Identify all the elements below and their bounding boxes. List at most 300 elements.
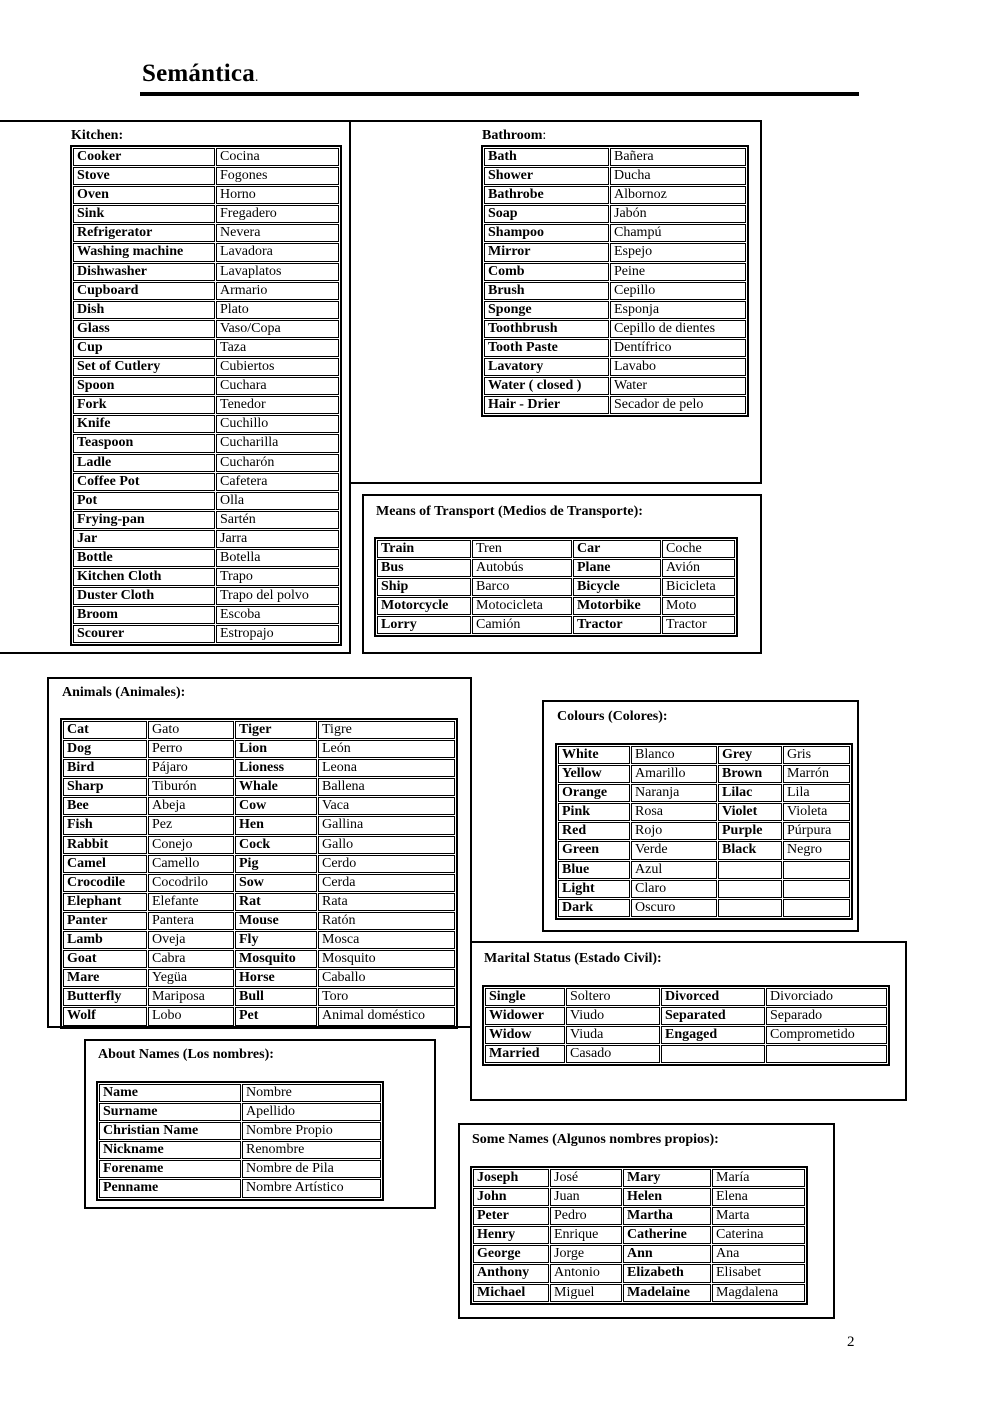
english-term-cell: Mosquito: [235, 950, 317, 968]
table-row: [73, 396, 339, 414]
spanish-term-cell: Lavadora: [216, 243, 339, 261]
english-term-cell: Water ( closed ): [484, 377, 609, 395]
english-term-cell: Violet: [718, 803, 782, 821]
spanish-term-cell: Verde: [631, 841, 717, 859]
spanish-term-cell: Blanco: [631, 746, 717, 764]
spanish-term-cell: Ratón: [318, 912, 455, 930]
table-row: [484, 205, 746, 223]
table-row: [63, 759, 455, 777]
bathroom-heading-colon: :: [542, 128, 547, 143]
table-row: [63, 931, 455, 949]
table-row: [63, 988, 455, 1006]
animals-table: [60, 718, 458, 1029]
spanish-term-cell: Caballo: [318, 969, 455, 987]
english-term-cell: Pig: [235, 855, 317, 873]
english-term-cell: Green: [558, 841, 630, 859]
table-row: [73, 263, 339, 281]
english-term-cell: Ship: [377, 578, 471, 596]
spanish-term-cell: Sartén: [216, 511, 339, 529]
table-row: [99, 1122, 381, 1140]
spanish-term-cell: Naranja: [631, 784, 717, 802]
table-row: [485, 1045, 887, 1063]
table-row: [484, 186, 746, 204]
spanish-term-cell: Water: [610, 377, 746, 395]
english-term-cell: Bird: [63, 759, 147, 777]
spanish-term-cell: Horno: [216, 186, 339, 204]
spanish-term-cell: Comprometido: [766, 1026, 887, 1044]
marital-heading: Marital Status (Estado Civil):: [484, 951, 662, 966]
table-row: [73, 186, 339, 204]
transport-table: [374, 537, 738, 637]
english-term-cell: Hen: [235, 816, 317, 834]
english-term-cell: Mouse: [235, 912, 317, 930]
table-row: [473, 1169, 805, 1187]
table-row: [99, 1141, 381, 1159]
spanish-term-cell: Tractor: [662, 616, 735, 634]
table-row: [558, 899, 850, 917]
table-row: [73, 625, 339, 643]
spanish-term-cell: Marta: [712, 1207, 805, 1225]
english-term-cell: Crocodile: [63, 874, 147, 892]
table-row: [558, 861, 850, 879]
english-term-cell: Engaged: [661, 1026, 765, 1044]
table-row: [73, 358, 339, 376]
some-names-heading: Some Names (Algunos nombres propios):: [472, 1132, 719, 1147]
english-term-cell: Surname: [99, 1103, 241, 1121]
spanish-term-cell: Vaca: [318, 797, 455, 815]
spanish-term-cell: Ballena: [318, 778, 455, 796]
title-underline: [140, 92, 859, 96]
english-term-cell: Lamb: [63, 931, 147, 949]
table-row: [558, 803, 850, 821]
spanish-term-cell: Abeja: [148, 797, 234, 815]
spanish-term-cell: Magdalena: [712, 1284, 805, 1302]
table-row: [63, 816, 455, 834]
spanish-term-cell: Juan: [550, 1188, 622, 1206]
spanish-term-cell: Fregadero: [216, 205, 339, 223]
english-term-cell: Soap: [484, 205, 609, 223]
spanish-term-cell: Elisabet: [712, 1264, 805, 1282]
table-row: [473, 1207, 805, 1225]
english-term-cell: Orange: [558, 784, 630, 802]
table-row: [73, 243, 339, 261]
table-row: [558, 841, 850, 859]
spanish-term-cell: Barco: [472, 578, 572, 596]
table-row: [377, 616, 735, 634]
spanish-term-cell: Escoba: [216, 606, 339, 624]
spanish-term-cell: Marrón: [783, 765, 850, 783]
english-term-cell: Bee: [63, 797, 147, 815]
spanish-term-cell: Pedro: [550, 1207, 622, 1225]
spanish-term-cell: Mariposa: [148, 988, 234, 1006]
english-term-cell: Bull: [235, 988, 317, 1006]
english-term-cell: Widow: [485, 1026, 565, 1044]
table-row: [73, 320, 339, 338]
table-row: [99, 1160, 381, 1178]
spanish-term-cell: Perro: [148, 740, 234, 758]
spanish-term-cell: Albornoz: [610, 186, 746, 204]
spanish-term-cell: Camello: [148, 855, 234, 873]
table-row: [63, 836, 455, 854]
spanish-term-cell: Secador de pelo: [610, 396, 746, 414]
spanish-term-cell: Cerda: [318, 874, 455, 892]
table-row: [73, 339, 339, 357]
table-row: [484, 396, 746, 414]
spanish-term-cell: María: [712, 1169, 805, 1187]
spanish-term-cell: Nevera: [216, 224, 339, 242]
spanish-term-cell: Cerdo: [318, 855, 455, 873]
spanish-term-cell: Avión: [662, 559, 735, 577]
spanish-term-cell: Casado: [566, 1045, 660, 1063]
english-term-cell: Jar: [73, 530, 215, 548]
table-row: [484, 167, 746, 185]
spanish-term-cell: Peine: [610, 263, 746, 281]
table-row: [73, 568, 339, 586]
table-row: [73, 587, 339, 605]
english-term-cell: Divorced: [661, 988, 765, 1006]
table-row: [558, 880, 850, 898]
table-row: [473, 1226, 805, 1244]
table-row: [63, 1007, 455, 1025]
english-term-cell: Bath: [484, 148, 609, 166]
spanish-term-cell: Coche: [662, 540, 735, 558]
table-row: [73, 511, 339, 529]
spanish-term-cell: Lavaplatos: [216, 263, 339, 281]
spanish-term-cell: Cuchillo: [216, 415, 339, 433]
animals-heading: Animals (Animales):: [62, 685, 186, 700]
spanish-term-cell: Jorge: [550, 1245, 622, 1263]
table-row: [73, 454, 339, 472]
spanish-term-cell: Rojo: [631, 822, 717, 840]
english-term-cell: Black: [718, 841, 782, 859]
about-names-heading: About Names (Los nombres):: [98, 1047, 274, 1062]
table-row: [558, 765, 850, 783]
table-row: [485, 988, 887, 1006]
english-term-cell: Knife: [73, 415, 215, 433]
spanish-term-cell: [783, 899, 850, 917]
table-row: [63, 950, 455, 968]
table-row: [484, 320, 746, 338]
table-row: [484, 358, 746, 376]
english-term-cell: Dark: [558, 899, 630, 917]
spanish-term-cell: Trapo del polvo: [216, 587, 339, 605]
english-term-cell: Light: [558, 880, 630, 898]
spanish-term-cell: Oscuro: [631, 899, 717, 917]
english-term-cell: Dish: [73, 301, 215, 319]
marital-table: [482, 985, 890, 1066]
spanish-term-cell: José: [550, 1169, 622, 1187]
english-term-cell: Forename: [99, 1160, 241, 1178]
spanish-term-cell: Cabra: [148, 950, 234, 968]
spanish-term-cell: Taza: [216, 339, 339, 357]
table-row: [73, 473, 339, 491]
spanish-term-cell: Viuda: [566, 1026, 660, 1044]
table-row: [73, 282, 339, 300]
english-term-cell: [661, 1045, 765, 1063]
spanish-term-cell: Separado: [766, 1007, 887, 1025]
english-term-cell: Cupboard: [73, 282, 215, 300]
bathroom-heading-text: Bathroom: [482, 128, 543, 143]
spanish-term-cell: Champú: [610, 224, 746, 242]
english-term-cell: Bathrobe: [484, 186, 609, 204]
english-term-cell: Cat: [63, 721, 147, 739]
english-term-cell: Toothbrush: [484, 320, 609, 338]
spanish-term-cell: Claro: [631, 880, 717, 898]
english-term-cell: Mare: [63, 969, 147, 987]
table-row: [63, 912, 455, 930]
spanish-term-cell: Cocina: [216, 148, 339, 166]
spanish-term-cell: Oveja: [148, 931, 234, 949]
spanish-term-cell: Azul: [631, 861, 717, 879]
spanish-term-cell: Antonio: [550, 1264, 622, 1282]
table-row: [558, 822, 850, 840]
english-term-cell: Madelaine: [623, 1284, 711, 1302]
spanish-term-cell: Conejo: [148, 836, 234, 854]
english-term-cell: Tooth Paste: [484, 339, 609, 357]
english-term-cell: Duster Cloth: [73, 587, 215, 605]
spanish-term-cell: Cuchara: [216, 377, 339, 395]
table-row: [73, 434, 339, 452]
english-term-cell: Bottle: [73, 549, 215, 567]
table-row: [484, 301, 746, 319]
english-term-cell: Anthony: [473, 1264, 549, 1282]
english-term-cell: Fork: [73, 396, 215, 414]
english-term-cell: Sink: [73, 205, 215, 223]
spanish-term-cell: Estropajo: [216, 625, 339, 643]
english-term-cell: Horse: [235, 969, 317, 987]
spanish-term-cell: Gris: [783, 746, 850, 764]
table-row: [484, 282, 746, 300]
spanish-term-cell: Camión: [472, 616, 572, 634]
english-term-cell: Mirror: [484, 243, 609, 261]
table-row: [473, 1188, 805, 1206]
spanish-term-cell: Yegüa: [148, 969, 234, 987]
table-row: [73, 492, 339, 510]
table-row: [73, 224, 339, 242]
english-term-cell: Elizabeth: [623, 1264, 711, 1282]
english-term-cell: Fish: [63, 816, 147, 834]
spanish-term-cell: Miguel: [550, 1284, 622, 1302]
english-term-cell: Joseph: [473, 1169, 549, 1187]
english-term-cell: Martha: [623, 1207, 711, 1225]
page-title: [142, 60, 259, 88]
table-row: [484, 148, 746, 166]
spanish-term-cell: Tenedor: [216, 396, 339, 414]
english-term-cell: Sponge: [484, 301, 609, 319]
english-term-cell: Mary: [623, 1169, 711, 1187]
table-row: [99, 1179, 381, 1197]
english-term-cell: Name: [99, 1084, 241, 1102]
english-term-cell: Married: [485, 1045, 565, 1063]
english-term-cell: Comb: [484, 263, 609, 281]
english-term-cell: Bicycle: [573, 578, 661, 596]
english-term-cell: Shower: [484, 167, 609, 185]
spanish-term-cell: Apellido: [242, 1103, 381, 1121]
english-term-cell: Hair - Drier: [484, 396, 609, 414]
english-term-cell: Sow: [235, 874, 317, 892]
table-row: [99, 1084, 381, 1102]
english-term-cell: Goat: [63, 950, 147, 968]
spanish-term-cell: [783, 861, 850, 879]
spanish-term-cell: Cepillo de dientes: [610, 320, 746, 338]
table-row: [63, 740, 455, 758]
english-term-cell: Plane: [573, 559, 661, 577]
spanish-term-cell: Esponja: [610, 301, 746, 319]
english-term-cell: Red: [558, 822, 630, 840]
page-title-text: Semántica: [142, 60, 255, 87]
spanish-term-cell: Gallina: [318, 816, 455, 834]
spanish-term-cell: Rata: [318, 893, 455, 911]
spanish-term-cell: Ana: [712, 1245, 805, 1263]
spanish-term-cell: Cocodrilo: [148, 874, 234, 892]
english-term-cell: Pink: [558, 803, 630, 821]
table-row: [63, 778, 455, 796]
spanish-term-cell: Olla: [216, 492, 339, 510]
page-number: 2: [847, 1334, 855, 1350]
about-names-table: [96, 1081, 384, 1201]
spanish-term-cell: Cepillo: [610, 282, 746, 300]
english-term-cell: Dishwasher: [73, 263, 215, 281]
spanish-term-cell: Soltero: [566, 988, 660, 1006]
english-term-cell: Lion: [235, 740, 317, 758]
english-term-cell: Camel: [63, 855, 147, 873]
spanish-term-cell: Negro: [783, 841, 850, 859]
table-row: [558, 784, 850, 802]
english-term-cell: Broom: [73, 606, 215, 624]
spanish-term-cell: Toro: [318, 988, 455, 1006]
table-row: [73, 415, 339, 433]
table-row: [484, 377, 746, 395]
english-term-cell: Oven: [73, 186, 215, 204]
table-row: [73, 148, 339, 166]
spanish-term-cell: Animal doméstico: [318, 1007, 455, 1025]
spanish-term-cell: Bicicleta: [662, 578, 735, 596]
english-term-cell: Cock: [235, 836, 317, 854]
english-term-cell: Michael: [473, 1284, 549, 1302]
spanish-term-cell: Cucharilla: [216, 434, 339, 452]
spanish-term-cell: Mosca: [318, 931, 455, 949]
english-term-cell: Motorbike: [573, 597, 661, 615]
spanish-term-cell: Tiburón: [148, 778, 234, 796]
english-term-cell: Rat: [235, 893, 317, 911]
kitchen-table: [70, 145, 342, 646]
english-term-cell: Yellow: [558, 765, 630, 783]
kitchen-heading: Kitchen:: [71, 128, 124, 143]
table-row: [63, 893, 455, 911]
spanish-term-cell: Tigre: [318, 721, 455, 739]
page-title-dot: .: [254, 70, 259, 85]
english-term-cell: Set of Cutlery: [73, 358, 215, 376]
english-term-cell: Frying-pan: [73, 511, 215, 529]
spanish-term-cell: León: [318, 740, 455, 758]
spanish-term-cell: Vaso/Copa: [216, 320, 339, 338]
english-term-cell: Coffee Pot: [73, 473, 215, 491]
spanish-term-cell: Leona: [318, 759, 455, 777]
english-term-cell: Ladle: [73, 454, 215, 472]
table-row: [473, 1264, 805, 1282]
spanish-term-cell: Mosquito: [318, 950, 455, 968]
spanish-term-cell: [783, 880, 850, 898]
english-term-cell: Washing machine: [73, 243, 215, 261]
transport-heading: Means of Transport (Medios de Transporte):: [376, 504, 643, 519]
english-term-cell: [718, 861, 782, 879]
table-row: [377, 597, 735, 615]
spanish-term-cell: Rosa: [631, 803, 717, 821]
spanish-term-cell: Ducha: [610, 167, 746, 185]
table-row: [484, 263, 746, 281]
english-term-cell: Whale: [235, 778, 317, 796]
spanish-term-cell: Divorciado: [766, 988, 887, 1006]
english-term-cell: Tiger: [235, 721, 317, 739]
table-row: [73, 377, 339, 395]
english-term-cell: Cooker: [73, 148, 215, 166]
english-term-cell: Lavatory: [484, 358, 609, 376]
spanish-term-cell: Elena: [712, 1188, 805, 1206]
english-term-cell: Spoon: [73, 377, 215, 395]
table-row: [377, 578, 735, 596]
english-term-cell: Blue: [558, 861, 630, 879]
english-term-cell: Motorcycle: [377, 597, 471, 615]
table-row: [73, 530, 339, 548]
table-row: [63, 874, 455, 892]
table-row: [73, 301, 339, 319]
spanish-term-cell: Armario: [216, 282, 339, 300]
english-term-cell: Elephant: [63, 893, 147, 911]
english-term-cell: Refrigerator: [73, 224, 215, 242]
table-row: [73, 205, 339, 223]
english-term-cell: Purple: [718, 822, 782, 840]
spanish-term-cell: [766, 1045, 887, 1063]
table-row: [63, 721, 455, 739]
some-names-table: [470, 1166, 808, 1305]
english-term-cell: John: [473, 1188, 549, 1206]
spanish-term-cell: Pájaro: [148, 759, 234, 777]
table-row: [73, 167, 339, 185]
english-term-cell: Lorry: [377, 616, 471, 634]
english-term-cell: Butterfly: [63, 988, 147, 1006]
spanish-term-cell: Elefante: [148, 893, 234, 911]
english-term-cell: Dog: [63, 740, 147, 758]
english-term-cell: Pet: [235, 1007, 317, 1025]
spanish-term-cell: Bañera: [610, 148, 746, 166]
spanish-term-cell: Cafetera: [216, 473, 339, 491]
spanish-term-cell: Tren: [472, 540, 572, 558]
english-term-cell: Widower: [485, 1007, 565, 1025]
table-row: [485, 1026, 887, 1044]
spanish-term-cell: Nombre: [242, 1084, 381, 1102]
english-term-cell: Rabbit: [63, 836, 147, 854]
english-term-cell: Brown: [718, 765, 782, 783]
colours-heading: Colours (Colores):: [557, 709, 668, 724]
spanish-term-cell: Enrique: [550, 1226, 622, 1244]
spanish-term-cell: Gato: [148, 721, 234, 739]
english-term-cell: Scourer: [73, 625, 215, 643]
english-term-cell: Kitchen Cloth: [73, 568, 215, 586]
english-term-cell: Catherine: [623, 1226, 711, 1244]
spanish-term-cell: Pez: [148, 816, 234, 834]
spanish-term-cell: Pantera: [148, 912, 234, 930]
spanish-term-cell: Cucharón: [216, 454, 339, 472]
spanish-term-cell: Nombre de Pila: [242, 1160, 381, 1178]
table-row: [484, 243, 746, 261]
table-row: [73, 606, 339, 624]
spanish-term-cell: Botella: [216, 549, 339, 567]
spanish-term-cell: Violeta: [783, 803, 850, 821]
spanish-term-cell: Autobús: [472, 559, 572, 577]
english-term-cell: Sharp: [63, 778, 147, 796]
english-term-cell: Bus: [377, 559, 471, 577]
spanish-term-cell: Renombre: [242, 1141, 381, 1159]
